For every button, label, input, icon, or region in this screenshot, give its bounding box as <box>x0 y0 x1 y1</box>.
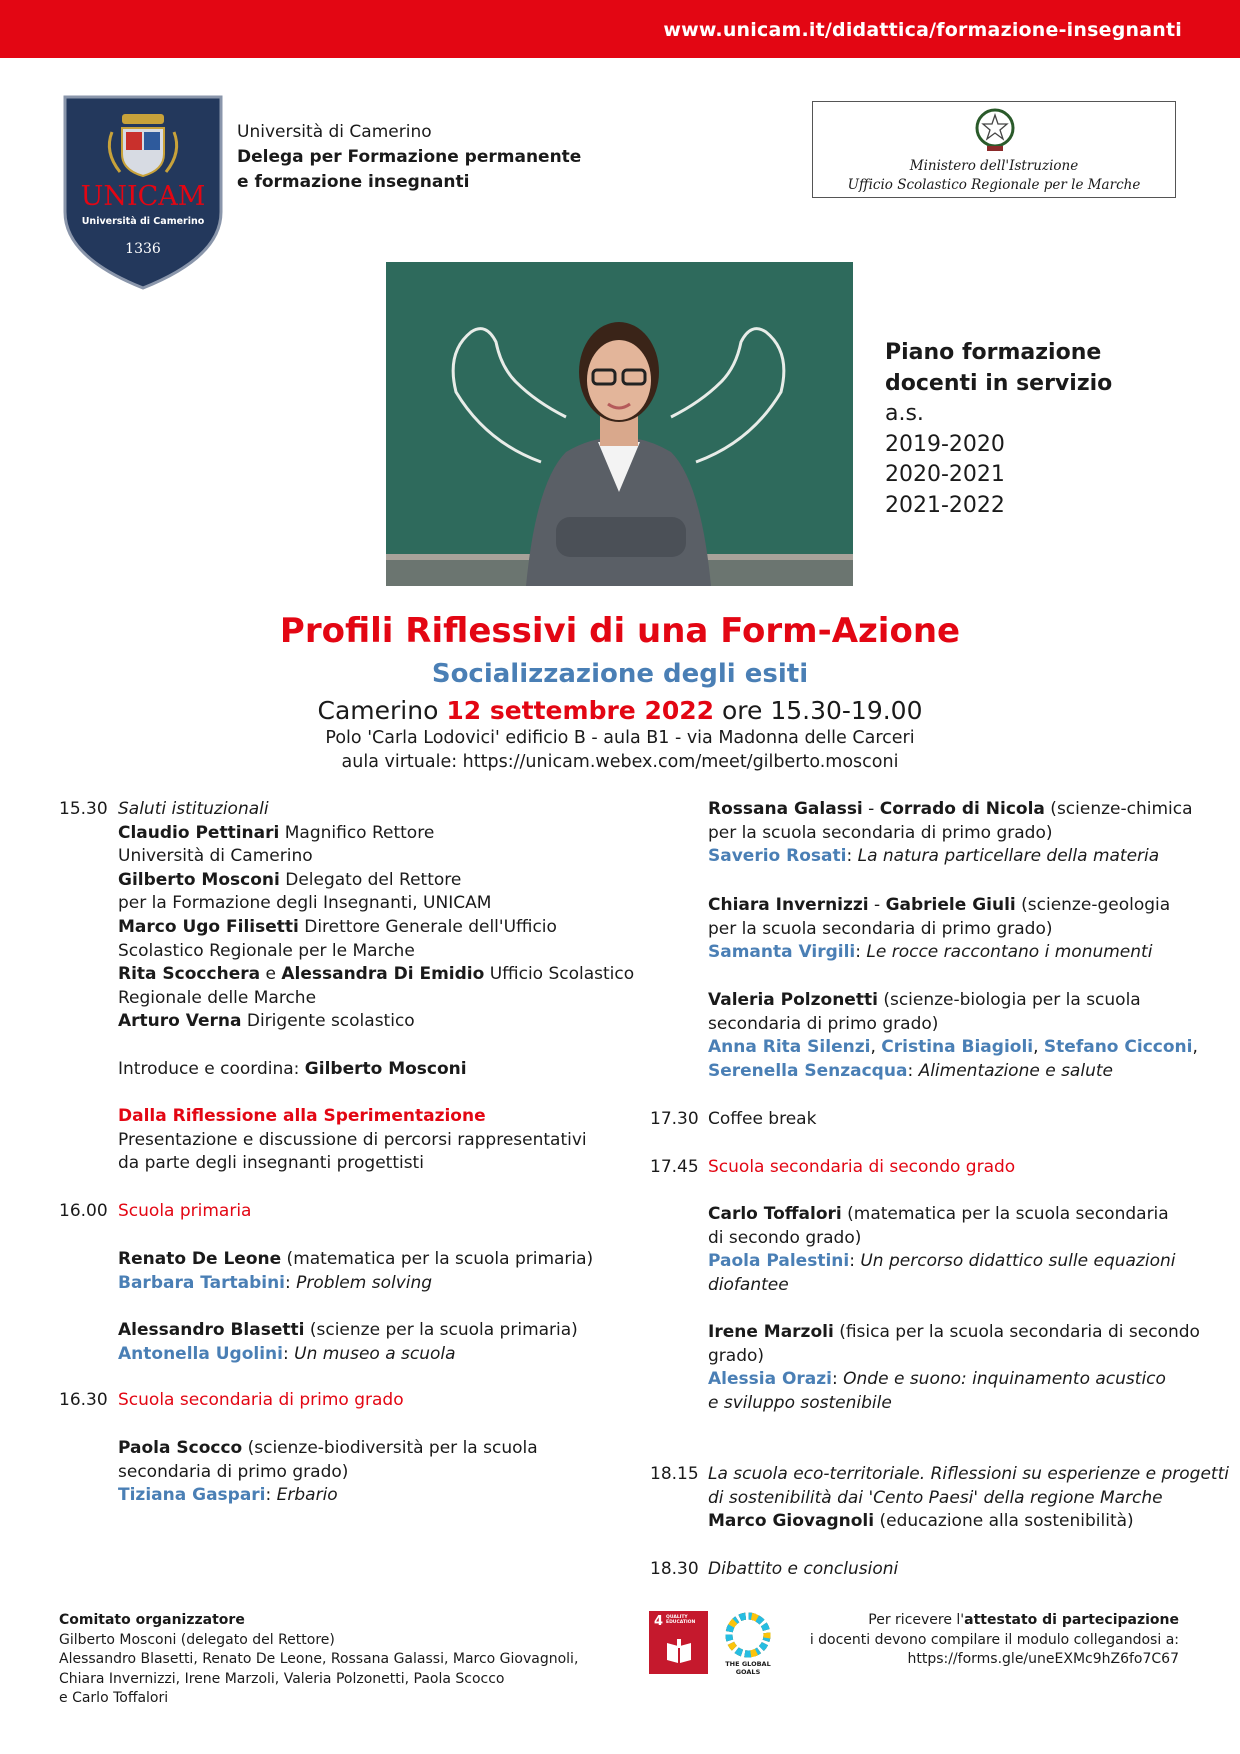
speaker-name: Alessandra Di Emidio <box>281 964 485 985</box>
event-date-line <box>0 696 1240 725</box>
committee-line: Alessandro Blasetti, Renato De Leone, Rossana Galassi, Marco Giovagnoli, <box>59 1651 579 1667</box>
speaker-role: Regionale delle Marche <box>118 987 317 1008</box>
teacher-name: Barbara Tartabini <box>118 1272 286 1293</box>
talk-area: (matematica per la scuola secondaria <box>841 1204 1169 1224</box>
plan-line2: docenti in servizio <box>885 370 1113 396</box>
eco-territorial-talk <box>708 1463 1229 1534</box>
department-line1: Delega per Formazione permanente <box>237 147 582 167</box>
event-venue: Polo 'Carla Lodovici' edificio B - aula B1 - via Madonna delle Carceri <box>325 728 915 748</box>
talk-area: (matematica per la scuola primaria) <box>281 1249 594 1269</box>
speaker-role: Direttore Generale dell'Ufficio <box>298 916 557 937</box>
site-url-link[interactable]: www.unicam.it/didattica/formazione-insegnanti <box>663 19 1182 41</box>
talk: Chiara Invernizzi - Gabriele Giuli (scienze-geologia per la scuola secondaria di primo grado) Samanta Virgili: Le rocce raccontano i monumenti <box>708 895 1171 963</box>
time-1730: 17.30 <box>650 1109 699 1129</box>
speaker <box>118 1010 634 1034</box>
event-date: 12 settembre 2022 <box>446 696 715 725</box>
plan-year: 2021-2022 <box>885 492 1005 518</box>
talk-title: Erbario <box>276 1485 338 1506</box>
presenter-name: Valeria Polzonetti <box>708 990 878 1010</box>
italian-republic-emblem-icon <box>973 106 1017 154</box>
program-right-column <box>650 798 1229 1588</box>
speaker-role: Delegato del Rettore <box>279 869 462 890</box>
section-intro <box>118 1105 587 1176</box>
speaker <box>118 822 634 846</box>
talk-area: (scienze per la scuola primaria) <box>304 1320 578 1340</box>
session-primo-grado: Scuola secondaria di primo grado <box>118 1390 404 1410</box>
sdg-label: QUALITY EDUCATION <box>666 1615 696 1625</box>
time-1815: 18.15 <box>650 1464 699 1484</box>
presenter-name: Carlo Toffalori <box>708 1204 842 1224</box>
department-line2: e formazione insegnanti <box>237 172 470 192</box>
program-left-column <box>59 798 635 1538</box>
teacher-name: Samanta Virgili <box>708 942 856 963</box>
teacher-name: Tiziana Gaspari <box>118 1485 266 1506</box>
teacher-name: Saverio Rosati <box>708 846 847 867</box>
ministry-box <box>812 101 1176 198</box>
speaker-name: Marco Ugo Filisetti <box>118 916 299 937</box>
separator: - <box>862 799 880 819</box>
talk-title: Alimentazione e salute <box>918 1060 1113 1081</box>
talk-area: per la scuola secondaria di primo grado) <box>708 918 1053 939</box>
greetings-title: Saluti istituzionali <box>118 799 269 819</box>
presenter-name: Irene Marzoli <box>708 1322 834 1342</box>
talk-title: Problem solving <box>296 1272 433 1293</box>
session-secondo-grado: Scuola secondaria di secondo grado <box>708 1157 1016 1177</box>
presenter-name: Corrado di Nicola <box>879 799 1045 819</box>
talk-title: e sviluppo sostenibile <box>708 1392 892 1413</box>
talk-area: secondaria di primo grado) <box>118 1461 349 1482</box>
separator: - <box>868 895 886 915</box>
event-time: ore 15.30-19.00 <box>721 696 923 725</box>
talk: Alessandro Blasetti (scienze per la scuola primaria) Antonella Ugolini: Un museo a scuola <box>118 1320 578 1364</box>
presenter-name: Paola Scocco <box>118 1438 243 1458</box>
time-1530: 15.30 <box>59 799 108 819</box>
speaker <box>118 869 634 893</box>
talk-area: (educazione alla sostenibilità) <box>874 1511 1134 1532</box>
talk-area: di secondo grado) <box>708 1227 862 1248</box>
organizing-committee <box>59 1611 578 1709</box>
talk-title: La scuola eco-territoriale. Riflessioni su esperienze e progetti <box>708 1464 1229 1484</box>
talk: Renato De Leone (matematica per la scuola primaria) Barbara Tartabini: Problem solving <box>118 1249 594 1293</box>
event-title: Profili Riflessivi di una Form-Azione <box>279 611 961 651</box>
presenter-name: Gabriele Giuli <box>885 895 1016 915</box>
speaker <box>118 916 634 940</box>
talk-area: (scienze-chimica <box>1044 799 1193 819</box>
book-icon <box>665 1637 693 1665</box>
teacher-name: Cristina Biagioli <box>881 1037 1034 1058</box>
event-place: Camerino <box>317 696 439 725</box>
section-title: Dalla Riflessione alla Sperimentazione <box>118 1106 486 1126</box>
coffee-break: Coffee break <box>708 1109 817 1129</box>
talk-area: (scienze-geologia <box>1015 895 1171 915</box>
certificate-form-link[interactable]: https://forms.gle/uneEXMc9hZ6fo7C67 <box>907 1651 1179 1667</box>
talk: Irene Marzoli (fisica per la scuola secondaria di secondo grado) Alessia Orazi: Onde e suono: inquinamento acustico e sviluppo sostenibile <box>708 1321 1200 1415</box>
ministry-name: Ministero dell'Istruzione <box>909 158 1079 174</box>
speaker-role: Ufficio Scolastico <box>484 964 635 985</box>
presenter-name: Chiara Invernizzi <box>708 895 869 915</box>
section-description: Presentazione e discussione di percorsi rappresentativi <box>118 1129 587 1150</box>
presenter-name: Rossana Galassi <box>708 799 863 819</box>
teacher-name: Paola Palestini <box>708 1251 850 1272</box>
teacher-name: Antonella Ugolini <box>118 1343 283 1364</box>
talk: Carlo Toffalori (matematica per la scuola secondaria di secondo grado) Paola Palestini: Un percorso didattico sulle equazioni diofantee <box>708 1203 1175 1297</box>
talk-area: (fisica per la scuola secondaria di secondo <box>833 1322 1200 1342</box>
talk-title: di sostenibilità dai 'Cento Paesi' della regione Marche <box>708 1487 1163 1508</box>
talk-area: (scienze-biologia per la scuola <box>877 990 1141 1010</box>
speaker-name: Claudio Pettinari <box>118 822 280 843</box>
closing-debate: Dibattito e conclusioni <box>708 1559 899 1579</box>
talk-title: Un museo a scuola <box>294 1343 456 1364</box>
teacher-name: Anna Rita Silenzi <box>708 1037 871 1058</box>
time-1630: 16.30 <box>59 1390 108 1410</box>
plan-as: a.s. <box>885 401 924 426</box>
speaker-name: Arturo Verna <box>118 1011 242 1032</box>
plan-line1: Piano formazione <box>885 340 1102 365</box>
certificate-instructions: i docenti devono compilare il modulo collegandosi a: <box>809 1631 1179 1648</box>
teacher-name: Alessia Orazi <box>708 1369 832 1390</box>
teacher-photo <box>386 262 853 586</box>
institutional-greetings <box>118 798 634 1034</box>
plan-year: 2019-2020 <box>885 431 1005 457</box>
event-subtitle: Socializzazione degli esiti <box>431 659 809 689</box>
sdg-number: 4 <box>654 1614 664 1629</box>
talk-title: La natura particellare della materia <box>857 846 1160 867</box>
coordinator <box>118 1058 467 1082</box>
teacher-name: Serenella Senzacqua <box>708 1060 908 1081</box>
certificate-title: attestato di partecipazione <box>964 1612 1179 1628</box>
talk-title: Un percorso didattico sulle equazioni <box>860 1251 1176 1272</box>
talk-title: Onde e suono: inquinamento acustico <box>843 1369 1166 1390</box>
talk: Paola Scocco (scienze-biodiversità per la scuola secondaria di primo grado) Tiziana Gaspari: Erbario <box>118 1438 538 1506</box>
committee-title: Comitato organizzatore <box>59 1612 245 1628</box>
speaker <box>118 963 634 987</box>
unicam-logo <box>60 92 226 292</box>
university-name: Università di Camerino <box>237 122 432 142</box>
time-1745: 17.45 <box>650 1157 699 1177</box>
talk-area: secondaria di primo grado) <box>708 1013 939 1034</box>
svg-text:Università di Camerino: Università di Camerino <box>81 216 205 227</box>
talk-area: (scienze-biodiversità per la scuola <box>242 1438 538 1458</box>
presenter-name: Marco Giovagnoli <box>708 1511 875 1532</box>
certificate-text: Per ricevere l' <box>868 1612 965 1628</box>
speaker-role: Scolastico Regionale per le Marche <box>118 940 415 961</box>
time-1600: 16.00 <box>59 1201 108 1221</box>
section-description: da parte degli insegnanti progettisti <box>118 1153 424 1174</box>
talk: Valeria Polzonetti (scienze-biologia per la scuola secondaria di primo grado) Anna Rita Silenzi, Cristina Biagioli, Stefano Cicconi, Serenella Senzacqua: Alimentazione e salute <box>708 990 1198 1081</box>
speaker-role: Dirigente scolastico <box>241 1011 415 1032</box>
training-plan <box>885 338 1112 521</box>
top-bar <box>0 0 1240 58</box>
session-primaria: Scuola primaria <box>118 1201 252 1221</box>
coordinator-label: Introduce e coordina: <box>118 1059 305 1079</box>
ministry-office: Ufficio Scolastico Regionale per le Marche <box>847 177 1141 193</box>
speaker-name: Gilberto Mosconi <box>118 869 280 890</box>
speaker-name: Rita Scocchera <box>118 964 261 985</box>
attendance-certificate-info <box>810 1611 1179 1670</box>
speaker-role: Magnifico Rettore <box>279 822 435 843</box>
talk-area: per la scuola secondaria di primo grado) <box>708 822 1053 843</box>
plan-year: 2020-2021 <box>885 462 1005 487</box>
university-department <box>237 120 581 195</box>
speaker-role: Università di Camerino <box>118 846 313 867</box>
talk: Rossana Galassi - Corrado di Nicola (scienze-chimica per la scuola secondaria di primo grado) Saverio Rosati: La natura particellare della materia <box>708 799 1193 867</box>
svg-text:1336: 1336 <box>125 241 161 257</box>
talk-title: Le rocce raccontano i monumenti <box>866 942 1153 963</box>
committee-line: Chiara Invernizzi, Irene Marzoli, Valeria Polzonetti, Paola Scocco <box>59 1670 505 1687</box>
talk-area: grado) <box>708 1345 765 1366</box>
committee-line: Gilberto Mosconi (delegato del Rettore) <box>59 1631 335 1648</box>
svg-text:UNICAM: UNICAM <box>80 181 206 212</box>
conjunction: e <box>260 964 282 985</box>
sdg4-quality-education-icon <box>649 1611 708 1674</box>
time-1830: 18.30 <box>650 1559 699 1579</box>
speaker-role: per la Formazione degli Insegnanti, UNICAM <box>118 893 492 914</box>
global-goals-label: THE GLOBAL GOALS <box>725 1660 771 1676</box>
coordinator-name: Gilberto Mosconi <box>304 1059 467 1079</box>
presenter-name: Renato De Leone <box>118 1249 282 1269</box>
committee-line: e Carlo Toffalori <box>59 1690 169 1706</box>
teacher-name: Stefano Cicconi <box>1043 1037 1193 1058</box>
presenter-name: Alessandro Blasetti <box>118 1320 305 1340</box>
event-virtual-room[interactable]: aula virtuale: https://unicam.webex.com/meet/gilberto.mosconi <box>341 752 899 772</box>
talk-title: diofantee <box>708 1274 789 1295</box>
